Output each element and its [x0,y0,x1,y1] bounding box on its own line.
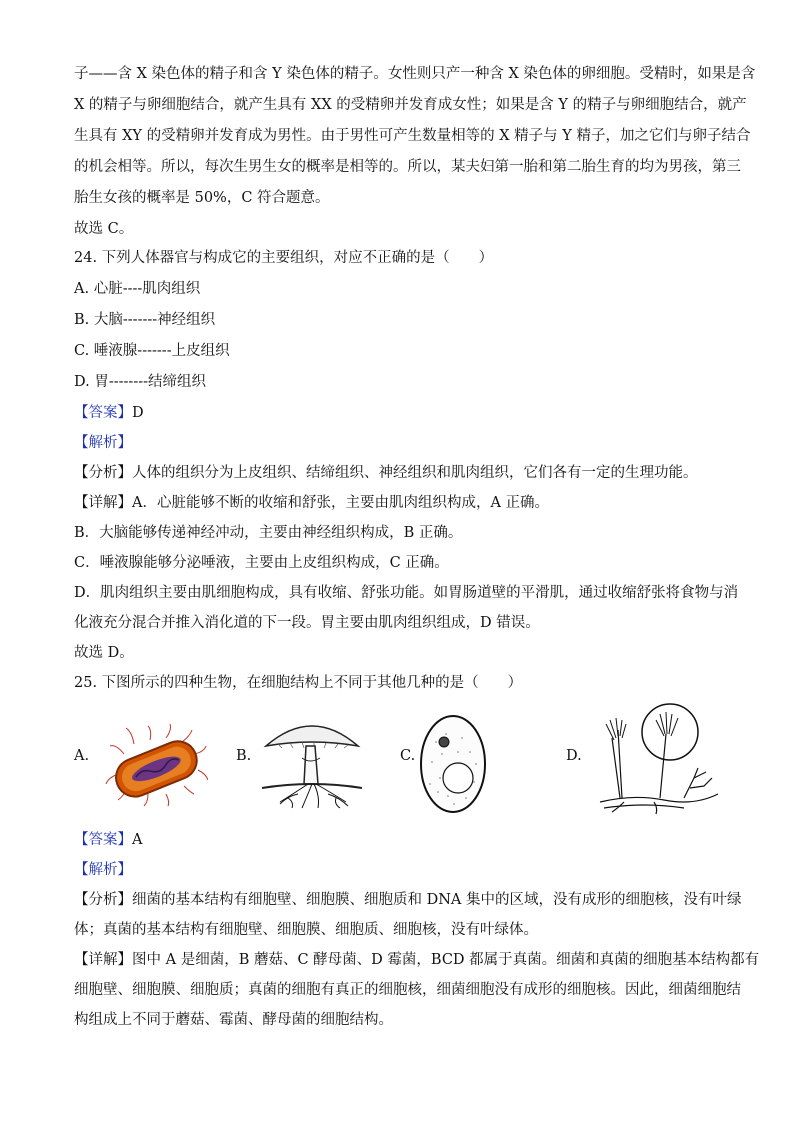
question-25-xiangjie [74,950,760,970]
question-24-option-d: D. 胃--------结缔组织 [74,374,207,390]
question-25-answer [74,830,734,850]
question-24-fenxi [74,463,734,483]
fenxi-tag: 【分析】 [74,465,132,481]
paragraph-line: 生具有 XY 的受精卵并发育成为男性。由于男性可产生数量相等的 X 精子与 Y 精子，加之它们与卵子结合 [74,128,751,144]
xiangjie-text: 图中 A 是细菌，B 蘑菇、C 酵母菌、D 霉菌，BCD 都属于真菌。细菌和真菌的细胞基本结构都有 [132,952,760,968]
question-24-explain-d1: D．肌肉组织主要由肌细胞构成，具有收缩、舒张功能。如胃肠道壁的平滑肌，通过收缩舒张将食物与消 [74,585,739,601]
bacterium-icon [104,724,208,808]
option-b-label: B. [236,748,252,764]
question-24-explain-c: C．唾液腺能够分泌唾液，主要由上皮组织构成，C 正确。 [74,555,449,571]
question-25-fenxi-cont: 体；真菌的基本结构有细胞壁、细胞膜、细胞质、细胞核，没有叶绿体。 [74,922,538,938]
answer-value: A [132,832,143,848]
yeast-cell-icon [418,712,488,816]
paragraph-line: 的机会相等。所以，每次生男生女的概率是相等的。所以，某夫妇第一胎和第二胎生育的均为男孩，第三 [74,159,741,175]
question-24-analysis [74,433,734,453]
option-d-label: D. [566,748,582,764]
conclusion-line: 故选 C。 [74,221,134,237]
question-24-xiangjie [74,493,734,513]
answer-tag: 【答案】 [74,832,132,848]
analysis-tag: 【解析】 [74,435,132,451]
paragraph-line: 子——含 X 染色体的精子和含 Y 染色体的精子。女性则只产一种含 X 染色体的卵细胞。受精时，如果是含 [74,66,756,82]
fenxi-text: 细菌的基本结构有细胞壁、细胞膜、细胞质和 DNA 集中的区域，没有成形的细胞核，没有叶绿 [132,892,742,908]
analysis-tag: 【解析】 [74,862,132,878]
question-25-stem: 25. 下图所示的四种生物，在细胞结构上不同于其他几种的是（ ） [74,675,523,691]
fenxi-text: 人体的组织分为上皮组织、结缔组织、神经组织和肌肉组织，它们各有一定的生理功能。 [132,465,698,481]
question-24-explain-b: B．大脑能够传递神经冲动，主要由神经组织构成，B 正确。 [74,525,463,541]
xiangjie-tag: 【详解】 [74,952,132,968]
option-a-label: A. [74,748,90,764]
question-25-analysis [74,860,734,880]
question-24-answer [74,403,734,423]
question-25-xiangjie-cont: 细胞壁、细胞膜、细胞质；真菌的细胞有真正的细胞核，细菌细胞没有成形的细胞核。因此，细菌细胞结 [74,982,741,998]
fenxi-tag: 【分析】 [74,892,132,908]
question-24-option-a: A. 心脏----肌肉组织 [74,281,201,297]
paragraph-line: X 的精子与卵细胞结合，就产生具有 XX 的受精卵并发育成女性；如果是含 Y 的精子与卵细胞结合，就产 [74,97,747,113]
question-25-figure [74,712,734,818]
mold-icon [594,698,720,816]
question-24-option-c: C. 唾液腺-------上皮组织 [74,343,230,359]
xiangjie-text: A．心脏能够不断的收缩和舒张，主要由肌肉组织构成，A 正确。 [132,495,550,511]
question-24-conclusion: 故选 D。 [74,645,134,661]
question-24-option-b: B. 大脑-------神经组织 [74,312,216,328]
mushroom-icon [258,712,366,812]
xiangjie-tag: 【详解】 [74,495,132,511]
question-25-xiangjie-cont: 构组成上不同于蘑菇、霉菌、酵母菌的细胞结构。 [74,1012,393,1028]
question-24-explain-d2: 化液充分混合并推入消化道的下一段。胃主要由肌肉组织组成，D 错误。 [74,615,540,631]
answer-value: D [132,405,144,421]
paragraph-line: 胎生女孩的概率是 50%，C 符合题意。 [74,190,330,206]
answer-tag: 【答案】 [74,405,132,421]
question-24-stem: 24. 下列人体器官与构成它的主要组织，对应不正确的是（ ） [74,250,494,266]
question-25-fenxi [74,890,742,910]
option-c-label: C. [400,748,416,764]
